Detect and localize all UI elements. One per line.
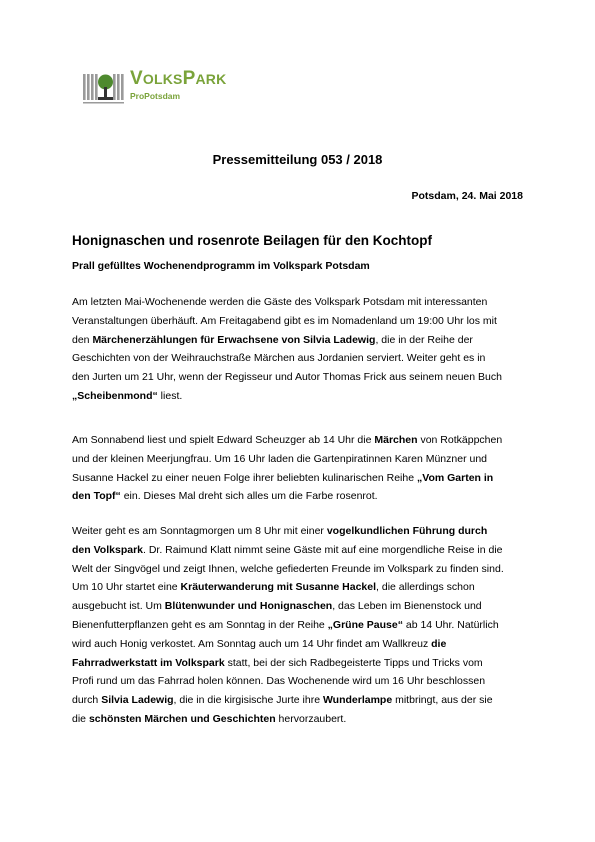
bold-text: Märchen (374, 434, 418, 446)
text-line (72, 635, 532, 654)
text-run: Welt der Singvögel und zeigt Ihnen, welche gefiederten Freunde im Volkspark zu finden sind. (72, 562, 504, 575)
text-run: , die in die kirgisische Jurte ihre (173, 694, 323, 707)
text-run: die (72, 712, 89, 725)
text-line (72, 450, 532, 469)
bold-text: Fahrradwerkstatt im Volkspark (72, 656, 225, 669)
text-line (72, 691, 532, 710)
text-line (72, 616, 532, 635)
bold-text: die (431, 637, 447, 650)
text-line (72, 368, 532, 387)
text-run: statt, bei der sich Radbegeisterte Tipps und Tricks vom (224, 656, 483, 669)
volkspark-logo (83, 68, 253, 108)
bold-text: Kräuterwanderung mit Susanne Hackel (180, 581, 377, 594)
text-run: , die in der Reihe der (375, 333, 473, 346)
logo-wordmark: VOLKSPARK (130, 68, 227, 89)
press-release-number: Pressemitteilung 053 / 2018 (212, 152, 383, 167)
text-run: von Rotkäppchen (417, 434, 503, 446)
text-run: ein. Dieses Mal dreht sich alles um die Farbe rosenrot. (120, 490, 378, 503)
volkspark-tree-logo-icon (83, 68, 127, 106)
text-run: liest. (157, 389, 183, 402)
text-line (72, 522, 532, 541)
text-line (72, 710, 532, 729)
bold-text: schönsten Märchen und Geschichten (88, 712, 276, 725)
text-run: Weiter geht es am Sonntagmorgen um 8 Uhr mit einer (72, 525, 327, 537)
text-line (72, 597, 532, 616)
text-line (72, 672, 532, 691)
text-run: Am Sonnabend liest und spielt Edward Scheuzger ab 14 Uhr die (72, 434, 375, 446)
bold-text: vogelkundlichen Führung durch (326, 525, 488, 537)
text-run: wird auch Honig verkostet. Am Sonntag auch um 14 Uhr findet am Wallkreuz (72, 637, 432, 650)
text-run: Geschichten von der Weihrauchstraße Märchen aus Jordanien serviert. Weiter geht es in (72, 352, 486, 365)
text-run: hervorzaubert. (275, 712, 347, 725)
bold-text: Silvia Ladewig (101, 694, 174, 707)
article-subtitle: Prall gefülltes Wochenendprogramm im Volkspark Potsdam (72, 260, 370, 272)
text-run: . Dr. Raimund Klatt nimmt seine Gäste mit auf eine morgendliche Reise in die (143, 543, 503, 556)
text-run: Am letzten Mai-Wochenende werden die Gäste des Volkspark Potsdam mit interessanten (72, 296, 488, 308)
body-paragraph-3 (72, 522, 532, 729)
text-run: Susanne Hackel zu einer neuen Folge ihrer beliebten kulinarischen Reihe (72, 471, 417, 484)
body-paragraph-1 (72, 293, 532, 406)
text-run: Um 10 Uhr startet eine (72, 581, 181, 594)
logo-subtitle: ProPotsdam (130, 91, 181, 101)
text-run: durch (72, 694, 102, 707)
text-run: ab 14 Uhr. Natürlich (402, 618, 499, 631)
bold-text: „Grüne Pause“ (327, 618, 403, 631)
text-line (72, 293, 532, 312)
bold-text: den Volkspark (72, 543, 143, 556)
bold-text: „Vom Garten in (416, 471, 494, 484)
text-line (72, 331, 532, 350)
bold-text: Märchenerzählungen für Erwachsene von Silvia Ladewig (92, 333, 376, 346)
text-run: den (72, 333, 93, 346)
text-run: mitbringt, aus der sie (392, 694, 493, 707)
text-line (72, 654, 532, 673)
article-title: Honignaschen und rosenrote Beilagen für den Kochtopf (72, 233, 433, 248)
text-run: den Jurten um 21 Uhr, wenn der Regisseur und Autor Thomas Frick aus seinem neuen Buch (72, 371, 502, 384)
text-line (72, 560, 532, 579)
text-line (72, 487, 532, 506)
text-line (72, 349, 532, 368)
text-line (72, 312, 532, 331)
bold-text: Wunderlampe (322, 694, 393, 707)
bold-text: Blütenwunder und Honignaschen (164, 600, 333, 613)
body-paragraph-2 (72, 431, 532, 506)
text-line (72, 578, 532, 597)
text-run: , das Leben im Bienenstock und (332, 600, 482, 613)
text-line (72, 387, 532, 406)
text-run: Bienenfutterpflanzen geht es am Sonntag in der Reihe (72, 618, 328, 631)
bold-text: „Scheibenmond“ (72, 389, 158, 402)
text-run: Profi rund um das Fahrrad holen können. Das Wochenende wird um 16 Uhr beschlossen (72, 675, 486, 688)
text-run: Veranstaltungen überhäuft. Am Freitagabend gibt es im Nomadenland um 19:00 Uhr los mit (72, 314, 497, 327)
text-run: und der kleinen Meerjungfrau. Um 16 Uhr laden die Gartenpiratinnen Karen Münzner und (72, 452, 487, 465)
text-line (72, 541, 532, 560)
bold-text: den Topf“ (72, 490, 121, 503)
text-run: ausgebucht ist. Um (72, 600, 165, 613)
text-run: , die allerdings schon (376, 581, 475, 594)
text-line (72, 431, 532, 450)
text-line (72, 469, 532, 488)
dateline: Potsdam, 24. Mai 2018 (411, 190, 523, 202)
